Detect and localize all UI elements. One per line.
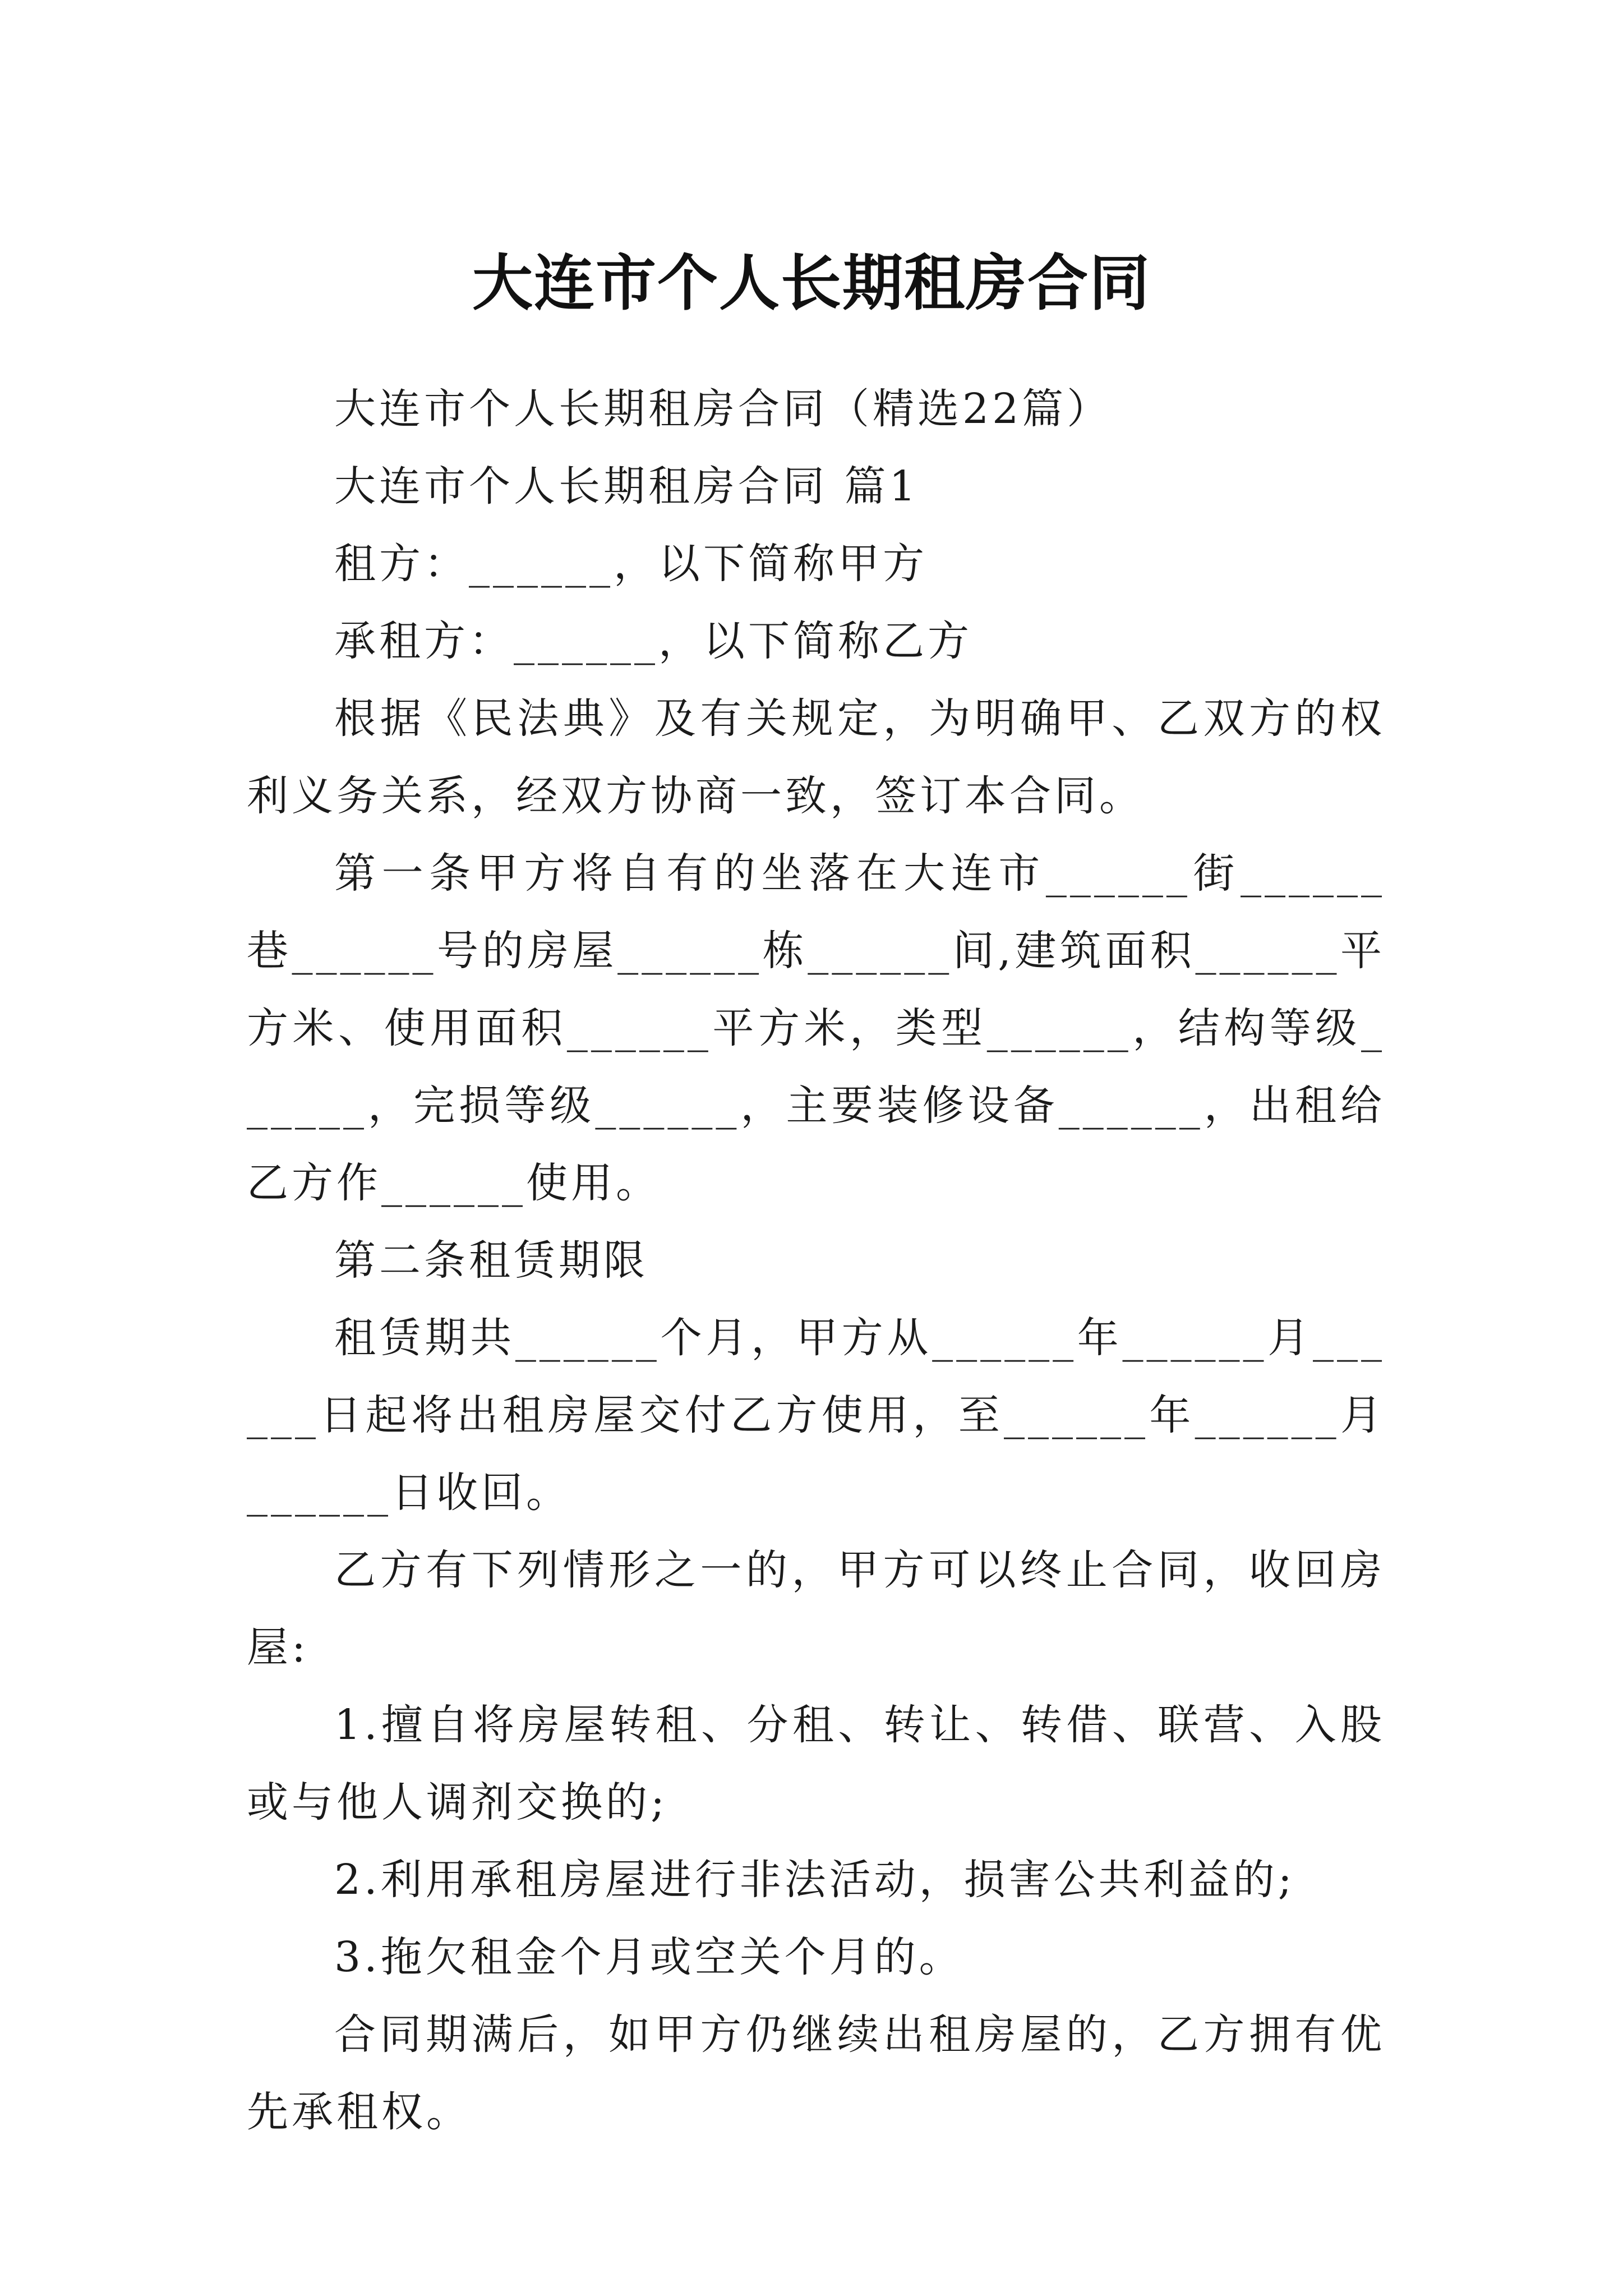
lessee-paragraph: 承租方：______，以下简称乙方 <box>334 617 972 665</box>
condition-3-paragraph: 3.拖欠租金个月或空关个月的。 <box>334 1933 964 1981</box>
termination-conditions-paragraph: 乙方有下列情形之一的，甲方可以终止合同，收回房屋: <box>247 1546 1385 1672</box>
subtitle-paragraph: 大连市个人长期租房合同（精选22篇） <box>334 385 1112 433</box>
renewal-priority-paragraph: 合同期满后，如甲方仍继续出租房屋的，乙方拥有优先承租权。 <box>247 2010 1385 2136</box>
section-heading-paragraph: 大连市个人长期租房合同 篇1 <box>334 462 919 510</box>
document-body <box>247 370 1385 2151</box>
lease-term-paragraph: 租赁期共______个月，甲方从______年______月______日起将出租房屋交付乙方使用，至______年______月______日收回。 <box>247 1314 1385 1517</box>
document-title: 大连市个人长期租房合同 <box>472 248 1151 319</box>
article-two-heading: 第二条租赁期限 <box>334 1236 648 1285</box>
condition-2-paragraph: 2.利用承租房屋进行非法活动，损害公共利益的; <box>334 1856 1295 1904</box>
condition-1-paragraph: 1.擅自将房屋转租、分租、转让、转借、联营、入股或与他人调剂交换的; <box>247 1701 1385 1826</box>
basis-paragraph: 根据《民法典》及有关规定，为明确甲、乙双方的权利义务关系，经双方协商一致，签订本合同。 <box>247 694 1385 820</box>
article-one-paragraph: 第一条甲方将自有的坐落在大连市______街______巷______号的房屋______栋______间,建筑面积______平方米、使用面积______平方米，类型______，结构等级______，完损等级______，主要装修设备______，出租给乙方作______使用。 <box>247 849 1385 1207</box>
lessor-paragraph: 租方：______，以下简称甲方 <box>334 540 928 588</box>
